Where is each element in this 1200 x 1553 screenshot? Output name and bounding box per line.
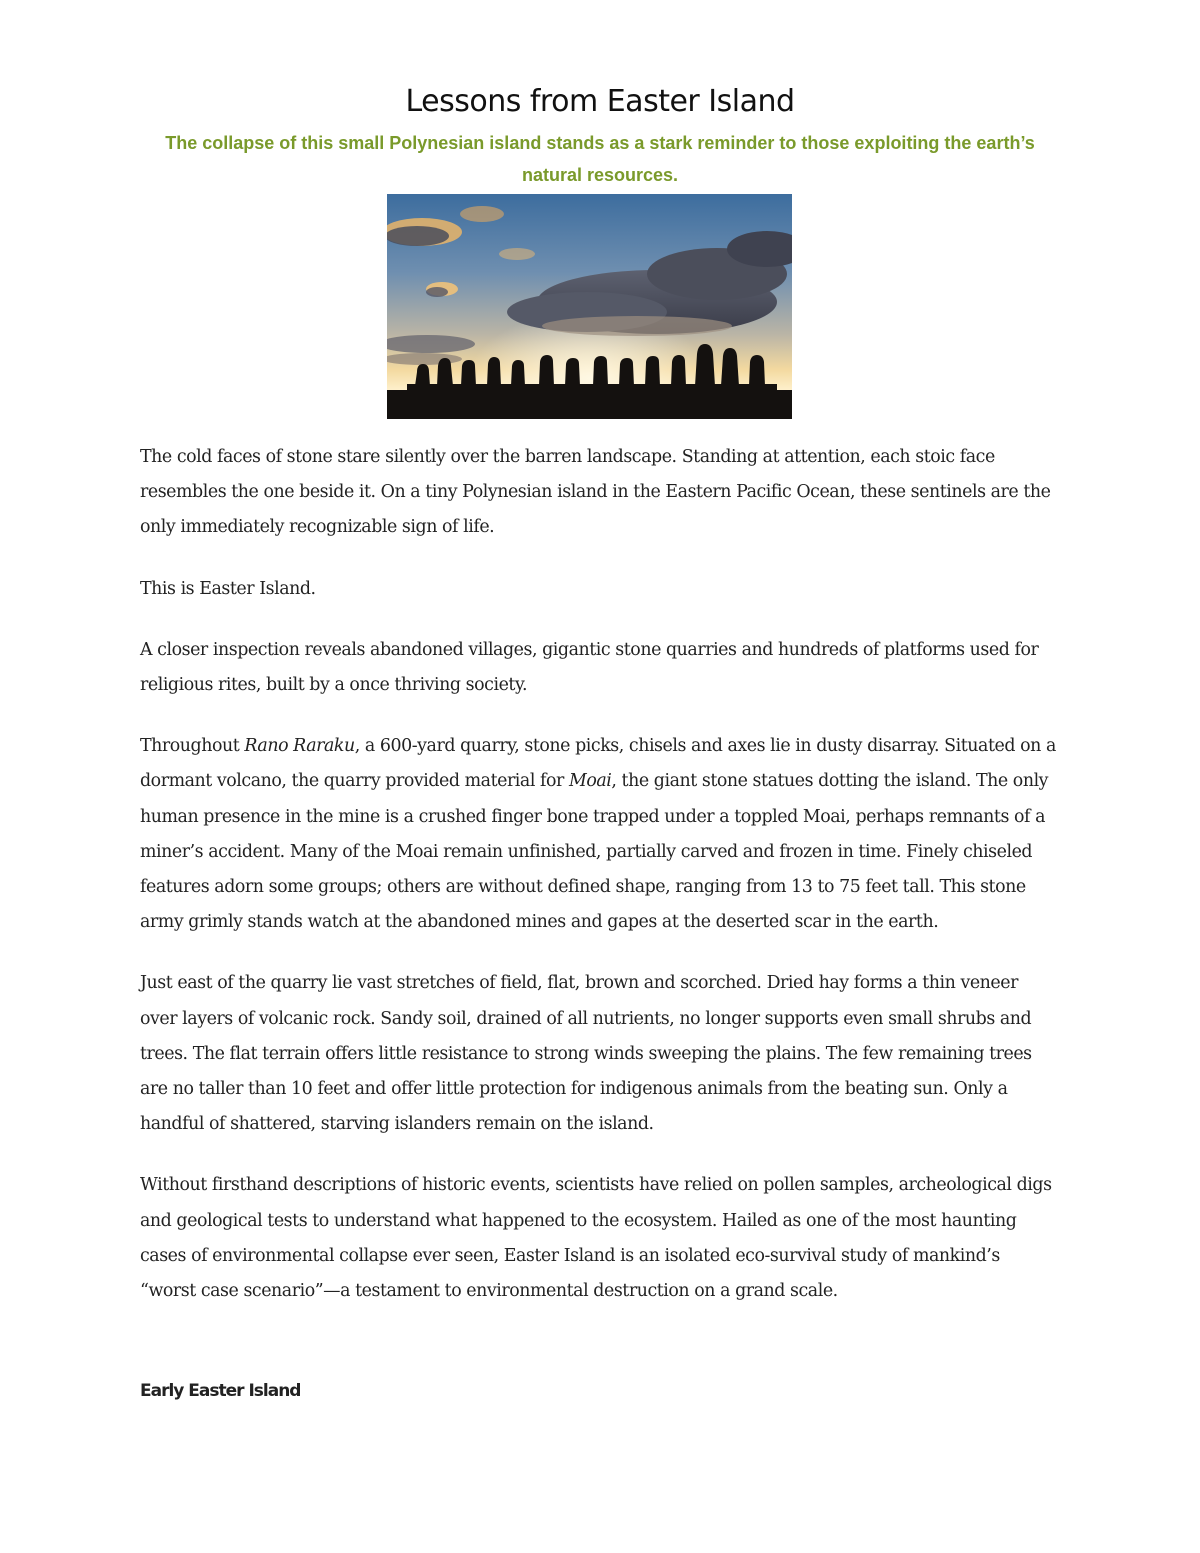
paragraph-2: This is Easter Island.: [140, 578, 316, 599]
paragraph-4-text: , the giant stone statues dotting the island. The only human presence in the mine is a crushed finger bone trapped under a toppled Moai, perhaps remnants of a miner’s accident. Many of the Moai remain unfinished, partially carved and frozen in time. Finely chiseled features adorn some groups; others are without defined shape, ranging from 13 to 75 feet tall. This stone army grimly stands watch at the abandoned mines and gapes at the deserted scar in the earth.: [140, 771, 1049, 933]
moai-statue: [695, 344, 715, 386]
cloud: [387, 226, 449, 246]
moai-statue: [511, 360, 525, 386]
paragraph-4-text: Throughout: [140, 736, 245, 757]
moai-statue: [749, 355, 765, 386]
article-subtitle: The collapse of this small Polynesian island stands as a stark reminder to those exploiting the earth’s natural resources.: [165, 133, 1035, 185]
cloud: [426, 287, 448, 297]
moai-statue: [619, 358, 634, 386]
section-heading: Early Easter Island: [140, 1381, 301, 1401]
paragraph-4-text: , a 600-yard quarry, stone picks, chisels and axes lie in dusty disarray. Situated on a dormant volcano, the quarry provided material for: [140, 736, 1056, 792]
paragraph-1: The cold faces of stone stare silently over the barren landscape. Standing at attention, each stoic face resembles the one beside it. On a tiny Polynesian island in the Eastern Pacific Ocean, these sentinels are the only immediately recognizable sign of life.: [140, 447, 1051, 538]
rano-raraku-term: Rano Raraku: [244, 736, 355, 757]
moai-statue: [645, 356, 660, 386]
cloud: [499, 248, 535, 260]
moai-statue: [671, 355, 686, 386]
paragraph-3: A closer inspection reveals abandoned villages, gigantic stone quarries and hundreds of platforms used for religious rites, built by a once thriving society.: [140, 639, 1039, 696]
moai-statue: [487, 357, 501, 386]
cloud-edge: [542, 316, 732, 336]
moai-photo-svg: [387, 194, 792, 419]
moai-statue: [539, 355, 554, 386]
article-title: Lessons from Easter Island: [405, 84, 795, 119]
moai-statue: [721, 348, 739, 386]
moai-statue: [593, 356, 608, 386]
cloud: [460, 206, 504, 222]
ground: [387, 390, 792, 419]
moai-sunset-photo: [387, 194, 792, 419]
paragraph-6: Without firsthand descriptions of historic events, scientists have relied on pollen samples, archeological digs and geological tests to understand what happened to the ecosystem. Hailed as one of the most haunting cases of environmental collapse ever seen, Easter Island is an isolated eco-survival study of mankind’s “worst case scenario”—a testament to environmental destruction on a grand scale.: [140, 1175, 1052, 1302]
moai-statue: [461, 360, 476, 386]
paragraph-5: Just east of the quarry lie vast stretches of field, flat, brown and scorched. Dried hay forms a thin veneer over layers of volcanic rock. Sandy soil, drained of all nutrients, no longer supports even small shrubs and trees. The flat terrain offers little resistance to strong winds sweeping the plains. The few remaining trees are no taller than 10 feet and offer little protection for indigenous animals from the beating sun. Only a handful of shattered, starving islanders remain on the island.: [140, 973, 1032, 1135]
article-body: [140, 440, 1060, 1335]
moai-statue: [565, 358, 580, 386]
paragraph-4: [140, 729, 1060, 940]
moai-term: Moai: [568, 771, 612, 792]
